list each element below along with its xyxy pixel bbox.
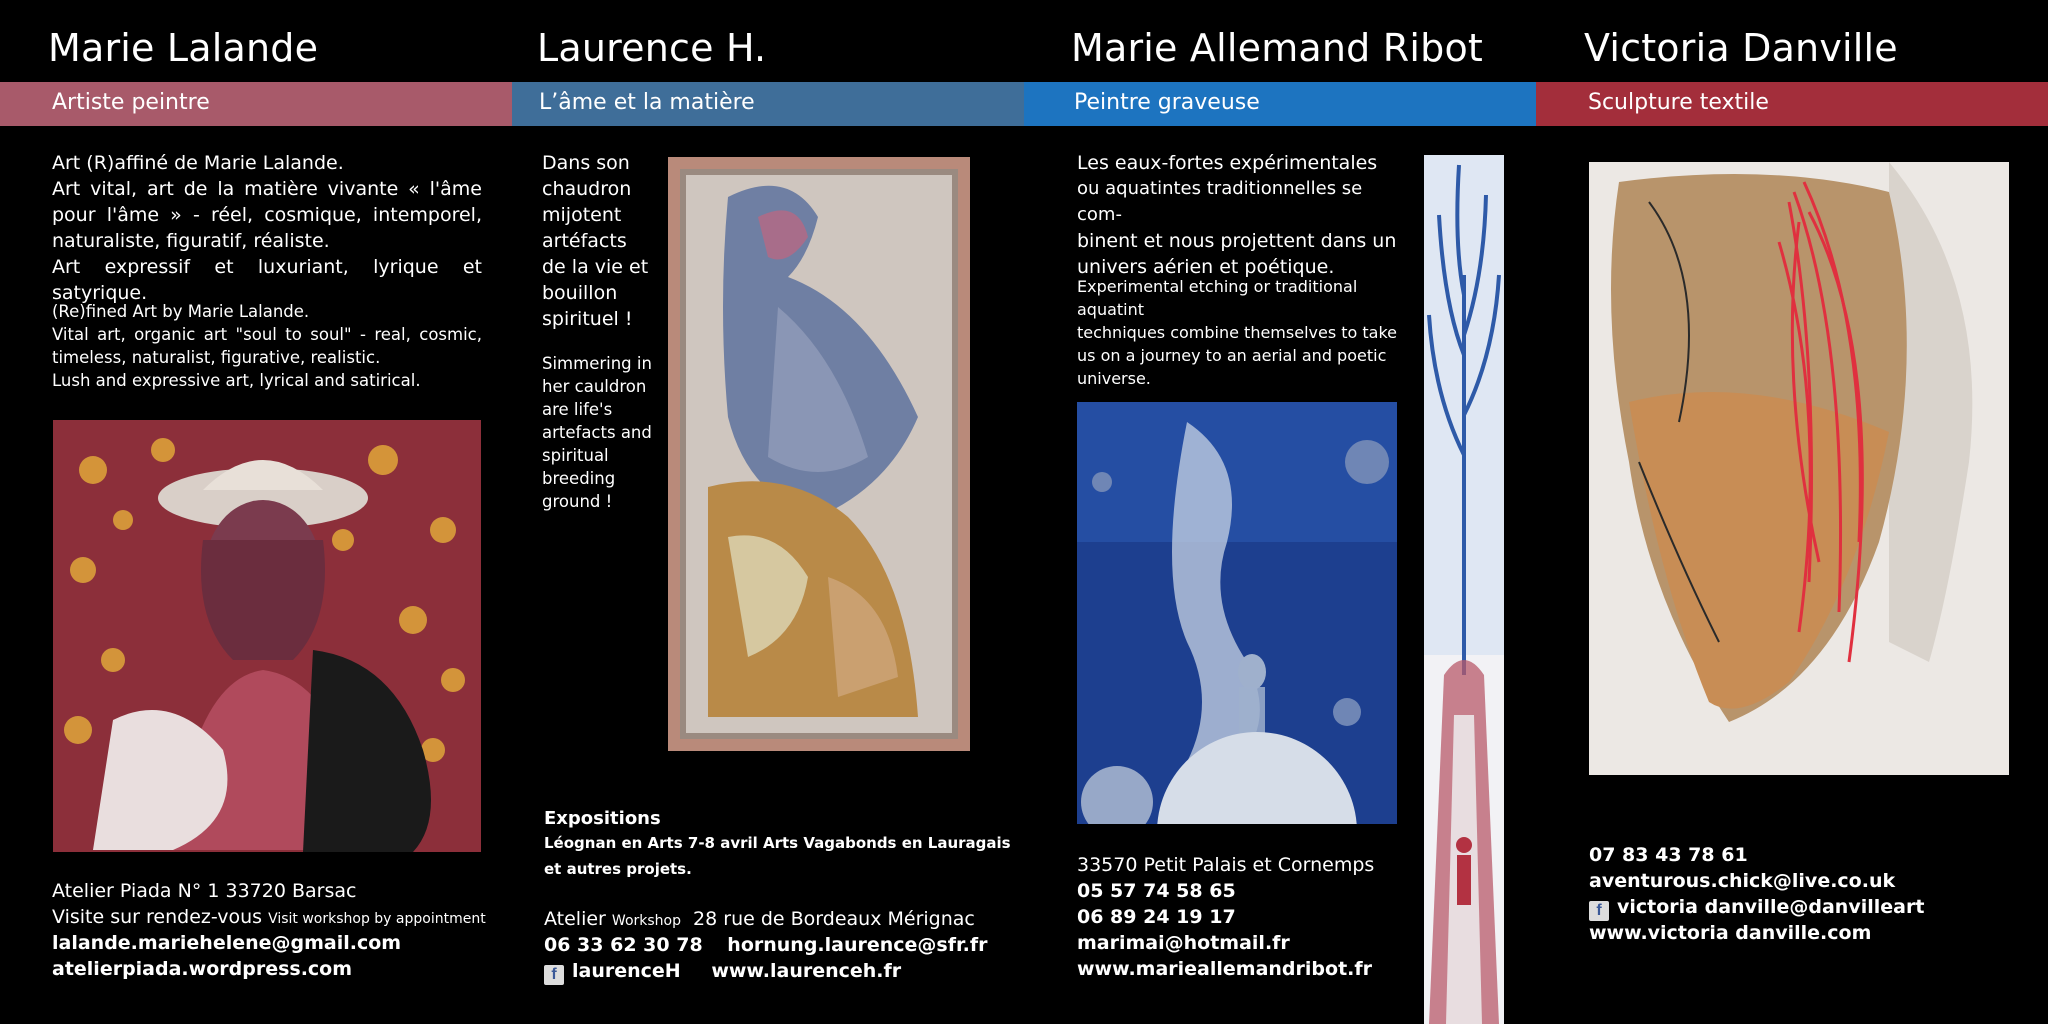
desc-line: naturaliste, figuratif, réaliste. [52, 230, 330, 252]
email-link[interactable]: hornung.laurence@sfr.fr [727, 934, 988, 956]
artist-name: Marie Lalande [48, 26, 319, 70]
atelier-address: Atelier Piada N° 1 33720 Barsac [52, 880, 357, 902]
subtitle-band [512, 82, 1024, 126]
phone-number-1[interactable]: 05 57 74 58 65 [1077, 880, 1236, 902]
subtitle-band [1536, 82, 2048, 126]
artist-name: Victoria Danville [1584, 26, 1898, 70]
email-link[interactable]: lalande.mariehelene@gmail.com [52, 932, 402, 954]
description-fr [542, 150, 662, 332]
desc-line: mijotent [542, 204, 622, 226]
desc-line: de la vie et [542, 256, 649, 278]
atelier-address [544, 906, 975, 934]
desc-line: Art expressif et luxuriant, lyrique et satyrique. [52, 256, 482, 304]
desc-line: Les eaux-fortes expérimentales [1077, 152, 1378, 174]
email-link[interactable]: marimai@hotmail.fr [1077, 932, 1290, 954]
desc-line: Simmering in [542, 354, 652, 373]
desc-line: ground ! [542, 492, 613, 511]
expositions-line-2: et autres projets. [544, 860, 692, 878]
facebook-handle[interactable]: victoria danville@danvilleart [1617, 896, 1925, 918]
painting-woman-with-hat [53, 420, 481, 852]
contact-line [544, 932, 988, 958]
desc-line: Art vital, art de la matière vivante « l'âme [52, 178, 482, 200]
description-en [1077, 275, 1397, 390]
desc-line: Vital art, organic art "soul to soul" - real, cosmic, [52, 325, 482, 344]
visit-en: Visit workshop by appointment [268, 911, 486, 927]
desc-line: universe. [1077, 369, 1151, 388]
artist-subtitle: Sculpture textile [1588, 90, 1769, 115]
desc-line: us on a journey to an aerial and poetic [1077, 346, 1387, 365]
desc-line: univers aérien et poétique. [1077, 256, 1335, 278]
social-line [1589, 894, 1924, 921]
artist-panel-marie-allemand-ribot [1024, 0, 1536, 1024]
atelier-address: 33570 Petit Palais et Cornemps [1077, 854, 1375, 876]
street-address: 28 rue de Bordeaux Mérignac [693, 908, 975, 930]
desc-line: artefacts and [542, 423, 652, 442]
artist-subtitle: Peintre graveuse [1074, 90, 1260, 115]
textile-sculpture-photo [1589, 162, 2009, 775]
facebook-icon: f [1589, 901, 1609, 921]
artist-subtitle: L’âme et la matière [539, 90, 755, 115]
artist-name: Marie Allemand Ribot [1071, 26, 1484, 70]
phone-number[interactable]: 07 83 43 78 61 [1589, 844, 1748, 866]
desc-line: Art (R)affiné de Marie Lalande. [52, 152, 344, 174]
description-en [542, 352, 662, 513]
desc-line: are life's [542, 400, 613, 419]
subtitle-band [1024, 82, 1536, 126]
desc-line: spiritual [542, 446, 609, 465]
desc-line: (Re)fined Art by Marie Lalande. [52, 302, 310, 321]
desc-line: techniques combine themselves to take [1077, 323, 1398, 342]
desc-line: artéfacts [542, 230, 627, 252]
desc-line: Lush and expressive art, lyrical and satirical. [52, 371, 421, 390]
expositions-line-1: Léognan en Arts 7-8 avril Arts Vagabonds en Lauragais [544, 834, 1011, 852]
facebook-icon: f [544, 965, 564, 985]
artist-panel-marie-lalande [0, 0, 512, 1024]
description-fr [52, 150, 482, 306]
website-link[interactable]: www.marieallemandribot.fr [1077, 958, 1373, 980]
website-link[interactable]: www.laurenceh.fr [711, 960, 902, 982]
desc-line: Dans son [542, 152, 630, 174]
phone-number-2[interactable]: 06 89 24 19 17 [1077, 906, 1236, 928]
desc-line: Experimental etching or traditional aquatint [1077, 277, 1358, 319]
description-fr [1077, 150, 1397, 280]
artist-name: Laurence H. [537, 26, 767, 70]
atelier-label: Atelier [544, 908, 606, 930]
email-link[interactable]: aventurous.chick@live.co.uk [1589, 870, 1896, 892]
desc-line: chaudron [542, 178, 632, 200]
artist-panel-victoria-danville [1536, 0, 2048, 1024]
visit-info [52, 904, 486, 932]
social-line [544, 958, 901, 985]
expositions-title: Expositions [544, 808, 661, 829]
subtitle-band [0, 82, 512, 126]
phone-number[interactable]: 06 33 62 30 78 [544, 934, 703, 956]
desc-line: timeless, naturalist, figurative, realistic. [52, 348, 381, 367]
website-link[interactable]: www.victoria danville.com [1589, 922, 1872, 944]
etching-tree-and-walker [1424, 155, 1504, 1024]
painting-draped-figure [668, 157, 970, 751]
desc-line: her cauldron [542, 377, 647, 396]
desc-line: breeding [542, 469, 616, 488]
facebook-handle[interactable]: laurenceH [572, 960, 681, 982]
artist-subtitle: Artiste peintre [52, 90, 210, 115]
desc-line: ou aquatintes traditionnelles se com- [1077, 178, 1363, 225]
desc-line: pour l'âme » - réel, cosmique, intemporel, [52, 204, 482, 226]
desc-line: binent et nous projettent dans un [1077, 230, 1397, 252]
visit-fr: Visite sur rendez-vous [52, 906, 263, 928]
etching-figure-on-planet [1077, 402, 1397, 824]
description-en [52, 300, 482, 392]
workshop-label: Workshop [611, 913, 681, 929]
artist-panel-laurence-h [512, 0, 1024, 1024]
desc-line: spirituel ! [542, 308, 633, 330]
desc-line: bouillon [542, 282, 618, 304]
website-link[interactable]: atelierpiada.wordpress.com [52, 958, 353, 980]
